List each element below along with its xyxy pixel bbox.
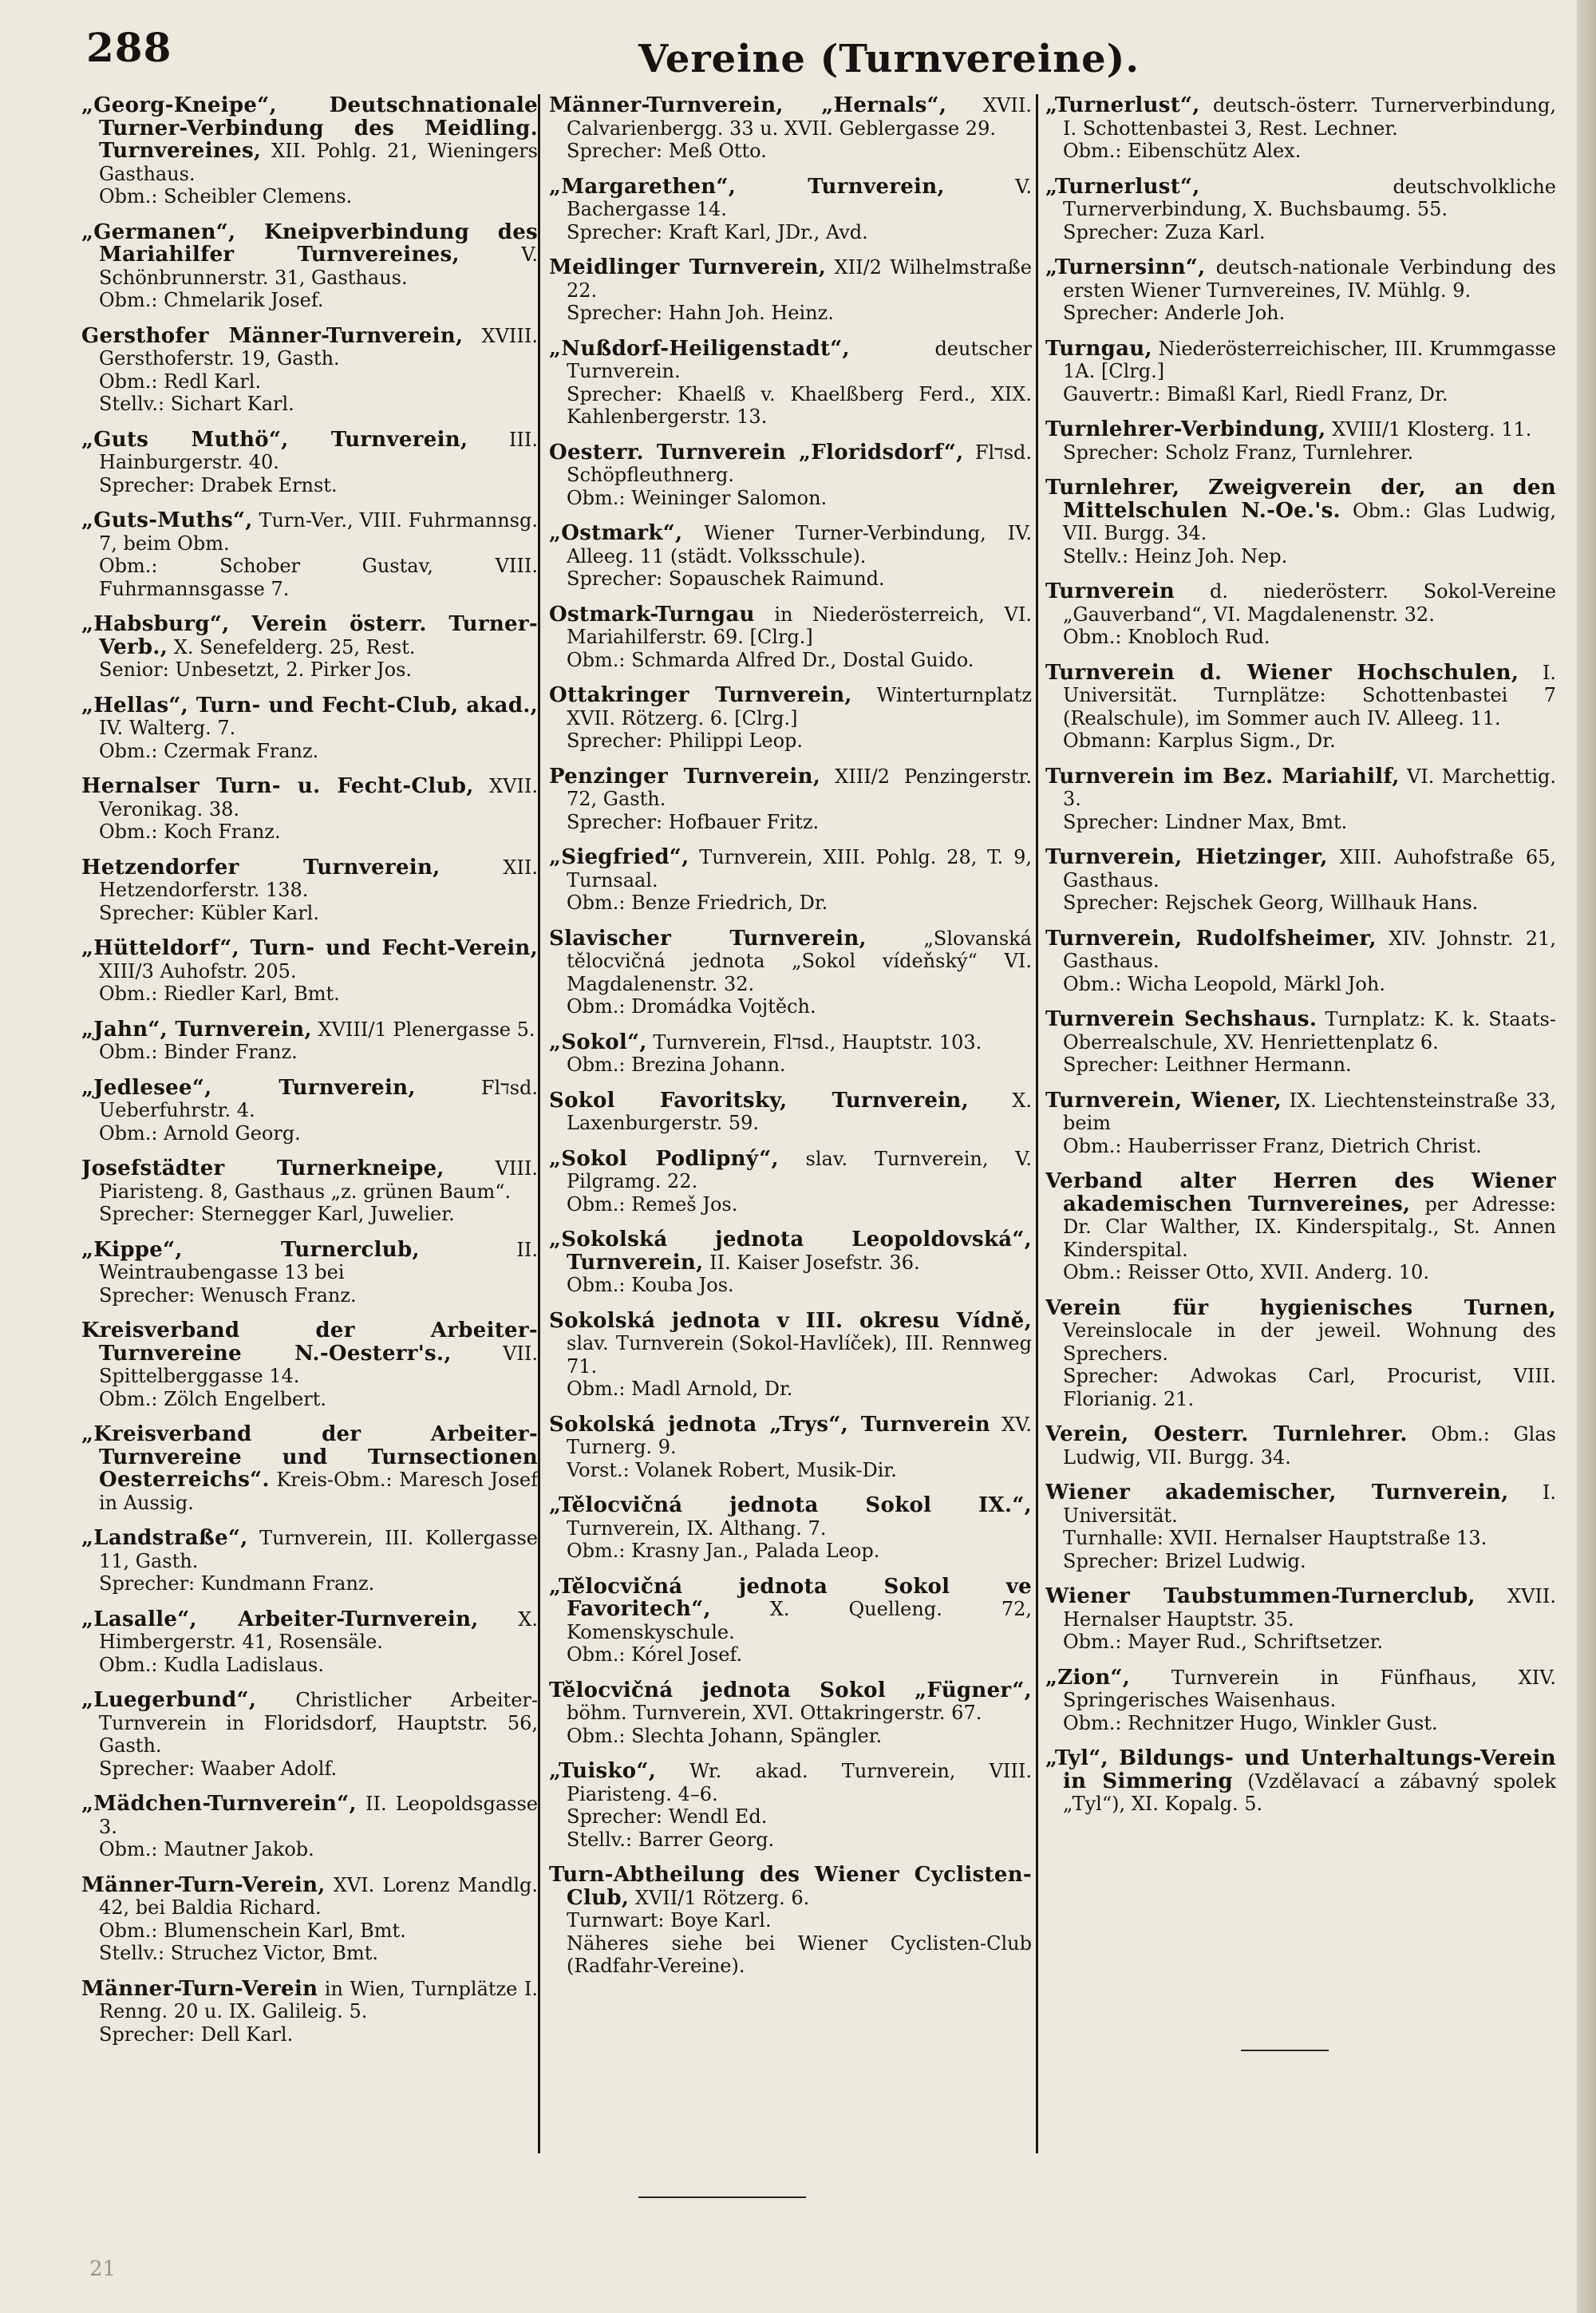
entry-detail: Sprecher: Wenusch Franz. (99, 1283, 357, 1307)
entry-address: böhm. Turnverein, XVI. Ottakringerstr. 67. (567, 1702, 982, 1724)
entry-address: Turnverein in Fünfhaus, XIV. Springerisches Waisenhaus. (1063, 1666, 1556, 1711)
directory-entry (1045, 580, 1556, 649)
entry-heading: Männer-Turn-Verein (81, 1976, 318, 2001)
entry-heading: „Jahn“, Turnverein, (81, 1017, 312, 1042)
entry-address: slav. Turnverein (Sokol-Havlíček), III. Rennweg 71. (567, 1332, 1032, 1378)
entry-detail: Turnhalle: XVII. Hernalser Hauptstraße 13. (1063, 1527, 1487, 1549)
directory-entry (549, 522, 1032, 591)
entry-address: X. Quelleng. 72, Komenskyschule. (567, 1598, 1032, 1643)
entry-detail: Senior: Unbesetzt, 2. Pirker Jos. (99, 658, 413, 681)
directory-entry (549, 441, 1032, 510)
page-title: Vereine (Turnvereine). (638, 37, 1140, 81)
entry-detail: Sprecher: Meß Otto. (567, 140, 767, 162)
entry-address: „Slovanská tělocvičná jednota „Sokol vídeňský“ VI. Magdalenenstr. 32. (567, 927, 1032, 995)
column-1 (81, 94, 538, 2281)
page-number: 288 (86, 24, 172, 71)
entry-heading: „Sokol“, (549, 1030, 647, 1054)
entry-address: XVII. Hernalser Hauptstr. 35. (1063, 1585, 1556, 1631)
entry-heading: „Guts Muthö“, Turnverein, (81, 427, 468, 452)
directory-entry (1045, 1170, 1556, 1284)
directory-entry (1045, 1481, 1556, 1572)
entry-detail: Sprecher: Waaber Adolf. (99, 1757, 338, 1780)
entry-heading: Turn-Abtheilung des Wiener Cyclisten-Club, (549, 1863, 1032, 1910)
entry-detail: Sprecher: Leithner Hermann. (1063, 1054, 1352, 1076)
directory-entry (81, 1793, 538, 1861)
directory-entry (81, 1689, 538, 1780)
directory-entry (81, 937, 538, 1006)
entry-heading: Männer-Turn-Verein, (81, 1872, 326, 1897)
entry-detail: Obm.: Blumenschein Karl, Bmt. (99, 1919, 406, 1942)
entry-address: I. Universität. (1063, 1481, 1556, 1527)
directory-entry (549, 1228, 1032, 1297)
directory-entry (549, 1148, 1032, 1216)
entry-heading: Turnlehrer, Zweigverein der, an den Mittelschulen N.-Oe.'s. (1045, 476, 1556, 523)
entry-address: deutscher Turnverein. (567, 337, 1032, 382)
entry-detail: Sprecher: Dell Karl. (99, 2022, 294, 2046)
entry-heading: „Kippe“, Turnerclub, (81, 1237, 420, 1262)
entry-heading: „Turnerlust“, (1045, 174, 1200, 199)
entry-address: VIII. Piaristeng. 8, Gasthaus „z. grünen Baum“. (99, 1157, 538, 1203)
entry-address: (Vzdělavací a zábavný spolek „Tyl“), XI. Kopalg. 5. (1063, 1769, 1556, 1815)
entry-detail: Gauvertr.: Bimaßl Karl, Riedl Franz, Dr. (1063, 382, 1448, 405)
directory-entry (549, 1679, 1032, 1748)
entry-detail: Obm.: Weininger Salomon. (567, 486, 828, 509)
entry-heading: Turnverein, Rudolfsheimer, (1045, 926, 1377, 951)
entry-heading: Ottakringer Turnverein, (549, 683, 852, 707)
directory-entry (81, 221, 538, 312)
entry-address: VII. Spittelberggasse 14. (99, 1342, 538, 1387)
entry-address: slav. Turnverein, V. Pilgramg. 22. (567, 1147, 1032, 1192)
entry-heading: „Luegerbund“, (81, 1688, 257, 1712)
entry-heading: „Zion“, (1045, 1665, 1131, 1690)
entry-detail: Obm.: Schober Gustav, VIII. Fuhrmannsgasse 7. (99, 555, 538, 600)
entry-detail: Obm.: Riedler Karl, Bmt. (99, 983, 340, 1005)
entry-detail: Sprecher: Brizel Ludwig. (1063, 1549, 1306, 1572)
entry-detail: Turnwart: Boye Karl. (567, 1909, 772, 1931)
entry-detail: Sprecher: Adwokas Carl, Procurist, VIII. Florianig. 21. (1063, 1365, 1556, 1410)
entry-heading: Turnverein, Hietzinger, (1045, 845, 1328, 869)
directory-entry (81, 856, 538, 925)
directory-entry (549, 846, 1032, 915)
entry-heading: Hernalser Turn- u. Fecht-Club, (81, 774, 474, 798)
entry-heading: Ostmark-Turngau (549, 602, 755, 627)
entry-detail: Sprecher: Scholz Franz, Turnlehrer. (1063, 441, 1414, 464)
entry-detail: Sprecher: Philippi Leop. (567, 729, 804, 752)
directory-entry (1045, 846, 1556, 915)
directory-entry (1045, 1297, 1556, 1411)
entry-heading: „Georg-Kneipe“, Deutschnationale Turner-Verbindung des Meidling. Turnvereines, (81, 94, 538, 163)
entry-address: III. Hainburgerstr. 40. (99, 428, 538, 473)
entry-address: Niederösterreichischer, III. Krummgasse 1A. [Clrg.] (1063, 337, 1556, 382)
entry-heading: Kreisverband der Arbeiter-Turnvereine N.-Oesterr's., (81, 1319, 538, 1366)
directory-entry (1045, 1008, 1556, 1077)
entry-detail: Sprecher: Hahn Joh. Heinz. (567, 302, 834, 324)
page-edge (1577, 0, 1596, 2313)
entry-detail: Sprecher: Drabek Ernst. (99, 473, 338, 496)
entry-address: XVII. Calvarienbergg. 33 u. XVII. Geblergasse 29. (567, 94, 1032, 140)
entry-address: deutschvolkliche Turnerverbindung, X. Buchsbaumg. 55. (1063, 175, 1556, 220)
entry-heading: „Turnerlust“, (1045, 94, 1200, 117)
entry-address: Flדsd. Schöpfleuthnerg. (567, 441, 1032, 486)
directory-entry (81, 429, 538, 497)
directory-entry (81, 1157, 538, 1226)
column-divider-1 (538, 94, 540, 2153)
entry-heading: „Siegfried“, (549, 845, 689, 869)
column-divider-2 (1036, 94, 1038, 2153)
entry-detail: Obm.: Reisser Otto, XVII. Anderg. 10. (1063, 1261, 1429, 1283)
entry-heading: „Habsburg“, Verein österr. Turner-Verb., (81, 612, 538, 659)
entry-address: XVIII/1 Plenergasse 5. (318, 1018, 535, 1041)
entry-detail: Obm.: Rechnitzer Hugo, Winkler Gust. (1063, 1711, 1438, 1734)
directory-entry (549, 1089, 1032, 1135)
directory-entry (1045, 476, 1556, 567)
directory-entry (1045, 1667, 1556, 1735)
entry-detail: Obm.: Dromádka Vojtěch. (567, 995, 816, 1018)
entry-address: XIII/2 Penzingerstr. 72, Gasth. (567, 765, 1032, 810)
entry-heading: „Sokol Podlipný“, (549, 1146, 779, 1171)
entry-address: Turnplatz: K. k. Staats-Oberrealschule, XV. Henriettenplatz 6. (1063, 1008, 1556, 1054)
entry-heading: Sokol Favoritsky, Turnverein, (549, 1088, 969, 1113)
entry-detail: Vorst.: Volanek Robert, Musik-Dir. (567, 1458, 897, 1481)
entry-address: XVII/1 Rötzerg. 6. (634, 1886, 810, 1909)
directory-entry (549, 1760, 1032, 1851)
entry-address: Obm.: Glas Ludwig, VII. Burgg. 34. (1063, 1423, 1556, 1469)
entry-detail: Obm.: Knobloch Rud. (1063, 626, 1270, 648)
entry-heading: Verein, Oesterr. Turnlehrer. (1045, 1422, 1408, 1446)
directory-entry (1045, 927, 1556, 996)
entry-address: Flדsd. Ueberfuhrstr. 4. (99, 1076, 538, 1121)
entry-heading: „Ostmark“, (549, 521, 683, 545)
entry-address: Wr. akad. Turnverein, VIII. Piaristeng. 4–6. (567, 1760, 1032, 1805)
entry-detail: Obm.: Chmelarik Josef. (99, 289, 324, 311)
entry-address: I. Universität. Turnplätze: Schottenbastei 7 (Realschule), im Sommer auch IV. Alleeg. 11. (1063, 661, 1556, 729)
entry-address: V. Schönbrunnerstr. 31, Gasthaus. (99, 243, 538, 289)
directory-entry (81, 613, 538, 682)
entry-heading: Turnverein Sechshaus. (1045, 1007, 1317, 1031)
entry-address: XIV. Johnstr. 21, Gasthaus. (1063, 927, 1556, 972)
entry-heading: „Tuisko“, (549, 1759, 657, 1783)
directory-entry (1045, 338, 1556, 406)
entry-heading: „Mädchen-Turnverein“, (81, 1792, 357, 1816)
entry-detail: Obm.: Kudla Ladislaus. (99, 1653, 324, 1676)
directory-entry (1045, 1423, 1556, 1469)
directory-entry (81, 1423, 538, 1514)
entry-heading: Verein für hygienisches Turnen, (1045, 1295, 1556, 1320)
directory-entry (549, 927, 1032, 1018)
directory-entry (549, 603, 1032, 672)
directory-entry (1045, 418, 1556, 464)
entry-detail: Obm.: Arnold Georg. (99, 1121, 301, 1145)
entry-detail: Sprecher: Kübler Karl. (99, 901, 319, 924)
entry-address: VI. Marchettig. 3. (1063, 765, 1556, 810)
directory-entry (1045, 94, 1556, 163)
entry-address: XVIII/1 Klosterg. 11. (1332, 418, 1532, 441)
entry-address: Kreis-Obm.: Maresch Josef in Aussig. (99, 1469, 538, 1514)
entry-address: Vereinslocale in der jeweil. Wohnung des Sprechers. (1063, 1319, 1556, 1365)
entry-address: Wiener Turner-Verbindung, IV. Alleeg. 11 (städt. Volksschule). (567, 522, 1032, 567)
entry-address: X. Laxenburgerstr. 59. (567, 1089, 1032, 1134)
entry-heading: Hetzendorfer Turnverein, (81, 855, 440, 880)
entry-detail: Obm.: Mayer Rud., Schriftsetzer. (1063, 1631, 1384, 1653)
directory-entry (81, 694, 538, 763)
entry-address: XIII. Auhofstraße 65, Gasthaus. (1063, 846, 1556, 892)
entry-detail: Obm.: Binder Franz. (99, 1041, 298, 1063)
entry-heading: „Guts-Muths“, (81, 508, 253, 532)
entry-address: IX. Liechtensteinstraße 33, beim (1063, 1089, 1556, 1134)
entry-heading: „Germanen“, Kneipverbindung des Mariahilfer Turnvereines, (81, 219, 538, 267)
entry-heading: Turnverein, Wiener, (1045, 1088, 1282, 1113)
entry-heading: Penzinger Turnverein, (549, 764, 821, 789)
entry-heading: Tělocvičná jednota Sokol „Fügner“, (549, 1678, 1032, 1702)
directory-entry (549, 765, 1032, 834)
entry-address: per Adresse: Dr. Clar Walther, IX. Kinderspitalg., St. Annen Kinderspital. (1063, 1192, 1556, 1261)
entry-detail: Sprecher: Rejschek Georg, Willhauk Hans. (1063, 892, 1479, 914)
entry-address: XVII. Veronikag. 38. (99, 775, 538, 820)
entry-detail: Obm.: Brezina Johann. (567, 1054, 786, 1076)
directory-entry (549, 1310, 1032, 1401)
column-2 (549, 94, 1032, 2281)
entry-detail: Sprecher: Kundmann Franz. (99, 1572, 375, 1595)
directory-entry (81, 1608, 538, 1677)
entry-heading: Turngau, (1045, 336, 1152, 361)
directory-entry (549, 1031, 1032, 1077)
entry-address: deutsch-nationale Verbindung des ersten Wiener Turnvereines, IV. Mühlg. 9. (1063, 256, 1556, 302)
directory-entry (81, 325, 538, 416)
entry-detail: Stellv.: Struchez Victor, Bmt. (99, 1942, 378, 1964)
entry-heading: Turnverein d. Wiener Hochschulen, (1045, 660, 1519, 685)
entry-detail: Obm.: Wicha Leopold, Märkl Joh. (1063, 972, 1385, 995)
entry-heading: „Landstraße“, (81, 1526, 248, 1550)
entry-detail: Obm.: Scheibler Clemens. (99, 185, 353, 208)
entry-address: II. Weintraubengasse 13 bei (99, 1238, 538, 1283)
entry-heading: „Tělocvičná jednota Sokol ve Favoritech“, (549, 1574, 1032, 1621)
directory-entry (81, 775, 538, 844)
end-rule (638, 2196, 806, 2198)
entry-heading: Männer-Turnverein, „Hernals“, (549, 94, 947, 117)
entry-heading: Slavischer Turnverein, (549, 926, 867, 951)
directory-entry (549, 684, 1032, 753)
entry-detail: Sprecher: Zuza Karl. (1063, 220, 1266, 243)
entry-detail: Sprecher: Wendl Ed. (567, 1805, 768, 1828)
separator-rule (1241, 2050, 1329, 2051)
entry-heading: Oesterr. Turnverein „Floridsdorf“, (549, 440, 964, 465)
entry-heading: Turnlehrer-Verbindung, (1045, 417, 1326, 441)
entry-heading: Verband alter Herren des Wiener akademischen Turnvereines, (1045, 1169, 1556, 1216)
entry-heading: Sokolská jednota v III. okresu Vídně, (549, 1308, 1032, 1333)
entry-address: II. Kaiser Josefstr. 36. (709, 1251, 920, 1274)
directory-entry (81, 1018, 538, 1064)
entry-detail: Obm.: Krasny Jan., Palada Leop. (567, 1540, 880, 1562)
directory-entry (549, 1414, 1032, 1482)
directory-entry (81, 1874, 538, 1965)
directory-entry (81, 1239, 538, 1307)
entry-address: Winterturnplatz XVII. Rötzerg. 6. [Clrg.] (567, 684, 1032, 729)
entry-detail: Obm.: Eibenschütz Alex. (1063, 140, 1302, 162)
entry-detail: Sprecher: Anderle Joh. (1063, 302, 1286, 324)
entry-address: X. Himbergerstr. 41, Rosensäle. (99, 1607, 538, 1653)
directory-entry (81, 1978, 538, 2046)
entry-detail: Obm.: Hauberrisser Franz, Dietrich Christ. (1063, 1134, 1482, 1157)
directory-entry (549, 1494, 1032, 1563)
directory-entry (1045, 256, 1556, 325)
directory-entry (81, 1077, 538, 1145)
entry-address: deutsch-österr. Turnerverbindung, I. Schottenbastei 3, Rest. Lechner. (1063, 94, 1556, 140)
entry-heading: „Margarethen“, Turnverein, (549, 174, 945, 199)
entry-detail: Obm.: Czermak Franz. (99, 739, 319, 762)
entry-heading: „Sokolská jednota Leopoldovská“, Turnverein, (549, 1228, 1032, 1275)
entry-address: Christlicher Arbeiter-Turnverein in Floridsdorf, Hauptstr. 56, Gasth. (99, 1689, 538, 1757)
directory-entry (1045, 662, 1556, 753)
entry-heading: Turnverein im Bez. Mariahilf, (1045, 764, 1400, 789)
footer-mark: 21 (89, 2257, 117, 2281)
entry-address: V. Bachergasse 14. (567, 175, 1032, 220)
entry-detail: Obm.: Madl Arnold, Dr. (567, 1378, 793, 1400)
entry-heading: Meidlinger Turnverein, (549, 255, 827, 279)
entry-heading: „Lasalle“, Arbeiter-Turnverein, (81, 1607, 479, 1631)
directory-entry (549, 1864, 1032, 1978)
directory-entry (1045, 765, 1556, 834)
directory-entry (549, 256, 1032, 325)
entry-address: XII/2 Wilhelmstraße 22. (567, 256, 1032, 302)
entry-heading: „Tyl“, Bildungs- und Unterhaltungs-Verein in Simmering (1045, 1746, 1556, 1793)
entry-detail: Sprecher: Lindner Max, Bmt. (1063, 810, 1348, 833)
entry-heading: „Kreisverband der Arbeiter-Turnvereine und Turnsectionen Oesterreichs“. (81, 1422, 538, 1492)
entry-address: Turnverein, III. Kollergasse 11, Gasth. (99, 1527, 538, 1572)
entry-detail: Sprecher: Khaelß v. Khaelßberg Ferd., XIX. Kahlenbergerstr. 13. (567, 382, 1032, 428)
entry-address: XII. Hetzendorferstr. 138. (99, 856, 538, 901)
entry-address: Obm.: Glas Ludwig, VII. Burgg. 34. (1063, 499, 1556, 544)
entry-heading: „Tělocvičná jednota Sokol IX.“, (549, 1493, 1032, 1517)
entry-heading: „Hellas“, Turn- und Fecht-Club, akad., (81, 693, 538, 718)
entry-address: XVIII. Gersthoferstr. 19, Gasth. (99, 324, 538, 370)
directory-entry (549, 94, 1032, 163)
entry-address: d. niederösterr. Sokol-Vereine „Gauverband“, VI. Magdalenenstr. 32. (1063, 580, 1556, 626)
directory-entry (1045, 1089, 1556, 1158)
entry-address: XVI. Lorenz Mandlg. 42, bei Baldia Richard. (99, 1873, 538, 1919)
entry-heading: „Nußdorf-Heiligenstadt“, (549, 336, 850, 361)
entry-address: IV. Walterg. 7. (99, 717, 236, 739)
directory-entry (81, 509, 538, 600)
entry-address: Turnverein, IX. Althang. 7. (567, 1516, 827, 1540)
entry-detail: Sprecher: Sopauschek Raimund. (567, 567, 885, 590)
entry-address: in Wien, Turnplätze I. Renng. 20 u. IX. Galileig. 5. (99, 1977, 538, 2022)
entry-address: II. Leopoldsgasse 3. (99, 1793, 538, 1838)
entry-detail: Stellv.: Heinz Joh. Nep. (1063, 544, 1288, 567)
entry-heading: Josefstädter Turnerkneipe, (81, 1156, 444, 1180)
entry-heading: „Hütteldorf“, Turn- und Fecht-Verein, (81, 936, 538, 960)
entry-address: in Niederösterreich, VI. Mariahilferstr. 69. [Clrg.] (567, 603, 1032, 648)
directory-entry (549, 338, 1032, 429)
directory-entry (81, 1527, 538, 1595)
entry-detail: Stellv.: Barrer Georg. (567, 1828, 775, 1851)
directory-entry (81, 94, 538, 208)
directory-entry (1045, 176, 1556, 244)
entry-heading: Turnverein (1045, 579, 1175, 603)
entry-detail: Obm.: Zölch Engelbert. (99, 1387, 326, 1410)
entry-detail: Obmann: Karplus Sigm., Dr. (1063, 729, 1336, 752)
entry-heading: „Jedlesee“, Turnverein, (81, 1075, 416, 1100)
entry-detail: Obm.: Mautner Jakob. (99, 1838, 314, 1860)
entry-address: XII. Pohlg. 21, Wieningers Gasthaus. (99, 140, 538, 185)
entry-detail: Sprecher: Sternegger Karl, Juwelier. (99, 1203, 455, 1225)
entry-detail: Obm.: Slechta Johann, Spängler. (567, 1724, 883, 1747)
entry-detail: Obm.: Remeš Jos. (567, 1192, 738, 1216)
entry-address: Turnverein, Flדsd., Hauptstr. 103. (653, 1030, 982, 1054)
directory-entry (549, 1576, 1032, 1667)
entry-detail: Sprecher: Hofbauer Fritz. (567, 810, 820, 833)
entry-detail: Sprecher: Kraft Karl, JDr., Avd. (567, 220, 868, 243)
entry-address: X. Senefelderg. 25, Rest. (173, 635, 416, 658)
directory-entry (1045, 1585, 1556, 1654)
entry-address: XIII/3 Auhofstr. 205. (99, 959, 297, 983)
entry-detail: Stellv.: Sichart Karl. (99, 393, 294, 415)
entry-heading: „Turnersinn“, (1045, 255, 1206, 279)
entry-detail: Obm.: Koch Franz. (99, 820, 281, 843)
column-3 (1045, 94, 1556, 2281)
entry-detail: Obm.: Schmarda Alfred Dr., Dostal Guido. (567, 648, 974, 671)
entry-detail: Obm.: Redl Karl. (99, 370, 262, 393)
entry-heading: Wiener akademischer, Turnverein, (1045, 1481, 1509, 1504)
entry-detail: Näheres siehe bei Wiener Cyclisten-Club (Radfahr-Vereine). (567, 1931, 1032, 1977)
entry-heading: Sokolská jednota „Trys“, Turnverein (549, 1412, 990, 1437)
directory-entry (1045, 1747, 1556, 1816)
directory-entry (81, 1319, 538, 1410)
entry-address: XV. Turnerg. 9. (567, 1413, 1032, 1458)
entry-detail: Obm.: Kórel Josef. (567, 1643, 743, 1666)
entry-address: Turnverein, XIII. Pohlg. 28, T. 9, Turnsaal. (567, 846, 1032, 892)
entry-detail: Obm.: Kouba Jos. (567, 1274, 734, 1296)
entry-heading: Wiener Taubstummen-Turnerclub, (1045, 1584, 1476, 1608)
directory-entry (549, 176, 1032, 244)
entry-address: Turn-Ver., VIII. Fuhrmannsg. 7, beim Obm. (99, 509, 538, 555)
entry-detail: Obm.: Benze Friedrich, Dr. (567, 892, 828, 914)
entry-heading: Gersthofer Männer-Turnverein, (81, 323, 464, 348)
